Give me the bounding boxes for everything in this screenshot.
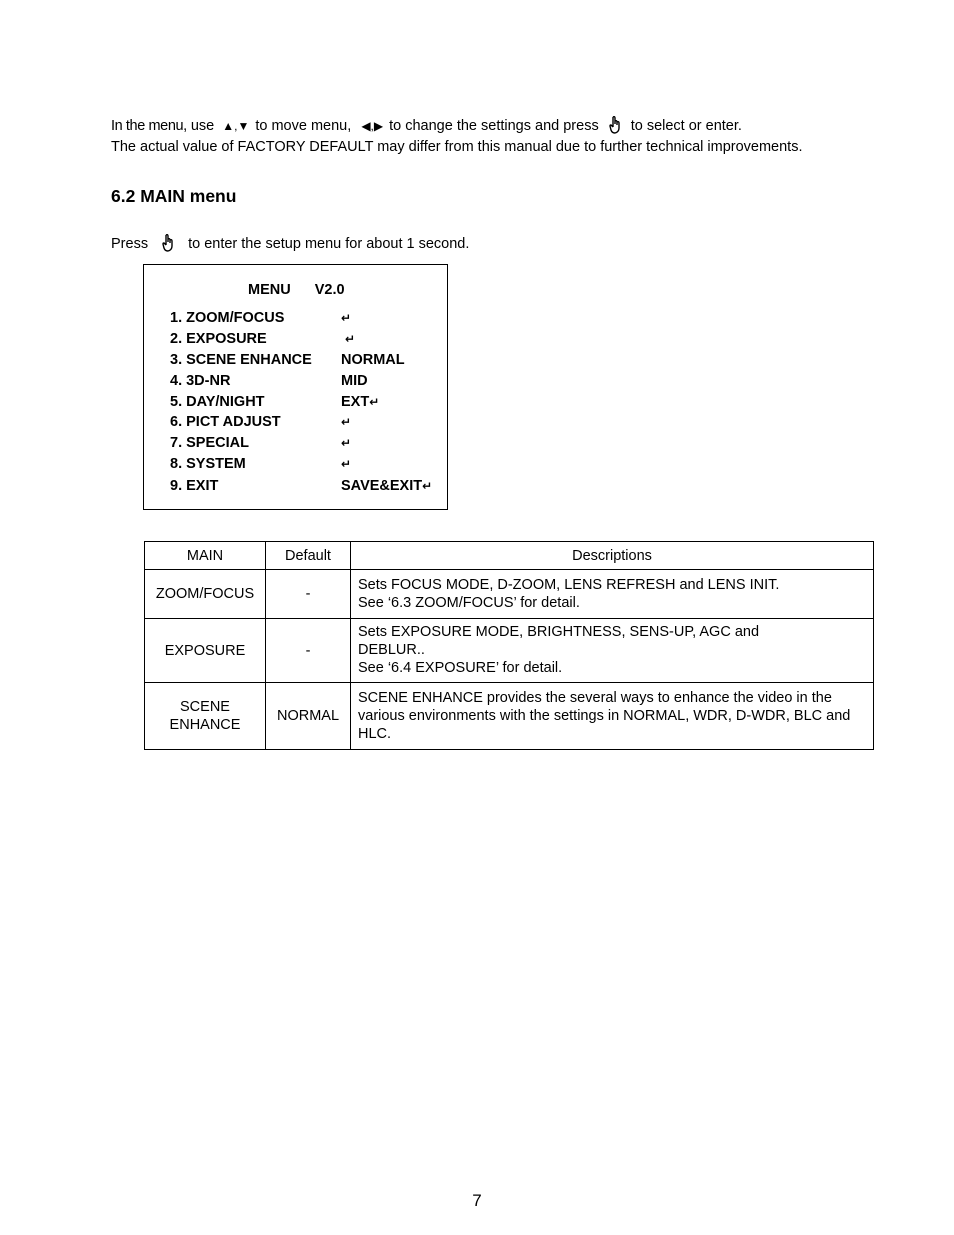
description-line: See ‘6.3 ZOOM/FOCUS’ for detail. — [358, 594, 580, 611]
cell-description — [351, 683, 874, 750]
osd-menu-title: MENU — [248, 282, 291, 298]
return-arrow-icon: ↵ — [422, 479, 433, 494]
cell-default: - — [266, 619, 351, 683]
hand-pointer-icon — [160, 234, 176, 252]
press-after: to enter the setup menu for about 1 second. — [188, 236, 470, 252]
osd-item-value: EXT↵ — [341, 393, 380, 410]
return-arrow-icon: ↵ — [341, 457, 352, 472]
intro-text — [111, 116, 802, 158]
osd-item-label: 3. SCENE ENHANCE — [170, 351, 312, 368]
table-header-row — [145, 542, 874, 570]
table-row — [145, 570, 874, 619]
table-row — [145, 683, 874, 750]
main-menu-table — [144, 541, 874, 750]
description-line: SCENE ENHANCE provides the several ways to enhance the video in the various environments with the settings in NORMAL, WDR, D-WDR, BLC and HLC. — [358, 689, 851, 742]
osd-item-label: 8. SYSTEM — [170, 456, 246, 473]
intro-part-3: to change the settings and press — [389, 118, 599, 134]
intro-part-1: use — [186, 118, 215, 134]
press-before: Press — [111, 236, 149, 252]
osd-item-value: MID — [341, 372, 368, 389]
osd-item-value: NORMAL — [341, 351, 405, 368]
osd-item-label: 6. PICT ADJUST — [170, 414, 281, 431]
intro-line-1 — [111, 116, 802, 137]
cell-description — [351, 570, 874, 619]
hand-pointer-icon — [607, 116, 623, 134]
press-instruction — [111, 234, 469, 252]
page-number: 7 — [472, 1191, 482, 1210]
osd-menu-version: V2.0 — [314, 282, 345, 298]
intro-lead: In the menu, — [111, 118, 187, 134]
return-arrow-icon: ↵ — [341, 436, 352, 451]
intro-line-2: The actual value of FACTORY DEFAULT may differ from this manual due to further technical improvements. — [111, 139, 803, 155]
description-line: Sets EXPOSURE MODE, BRIGHTNESS, SENS-UP, AGC and DEBLUR.. — [358, 624, 760, 658]
osd-item-label: 7. SPECIAL — [170, 435, 249, 452]
description-line: Sets FOCUS MODE, D-ZOOM, LENS REFRESH and LENS INIT. — [358, 576, 780, 593]
up-down-arrows-icon: ▲,▼ — [222, 119, 250, 133]
osd-item-value — [341, 435, 351, 451]
osd-item-value: SAVE&EXIT↵ — [341, 478, 433, 495]
return-arrow-icon: ↵ — [341, 311, 352, 325]
osd-item-value — [341, 456, 351, 472]
column-header-descriptions: Descriptions — [351, 542, 874, 570]
cell-description — [351, 619, 874, 683]
return-arrow-icon: ↵ — [341, 415, 352, 430]
cell-default: NORMAL — [266, 683, 351, 750]
osd-item-label: 5. DAY/NIGHT — [170, 393, 265, 410]
osd-item-value — [341, 310, 351, 326]
intro-part-4: to select or enter. — [630, 118, 742, 134]
cell-main: SCENE ENHANCE — [145, 683, 266, 750]
column-header-default: Default — [266, 542, 351, 570]
intro-part-2: to move menu, — [255, 118, 352, 134]
table-row — [145, 619, 874, 683]
osd-item-label: 4. 3D-NR — [170, 372, 231, 389]
osd-item-label: 1. ZOOM/FOCUS — [170, 310, 285, 326]
osd-item-value — [345, 331, 355, 347]
return-arrow-icon: ↵ — [345, 331, 356, 346]
return-arrow-icon: ↵ — [369, 394, 380, 409]
cell-main: EXPOSURE — [145, 619, 266, 683]
osd-menu-box — [143, 264, 448, 510]
cell-main: ZOOM/FOCUS — [145, 570, 266, 619]
section-title: 6.2 MAIN menu — [111, 186, 237, 206]
description-line: See ‘6.4 EXPOSURE’ for detail. — [358, 660, 563, 676]
osd-item-label: 2. EXPOSURE — [170, 330, 267, 347]
osd-menu-header — [248, 282, 345, 298]
cell-default: - — [266, 570, 351, 619]
column-header-main: MAIN — [145, 542, 266, 570]
osd-item-label: 9. EXIT — [170, 478, 219, 495]
osd-item-value — [341, 414, 351, 430]
left-right-arrows-icon: ◀,▶ — [361, 119, 384, 133]
